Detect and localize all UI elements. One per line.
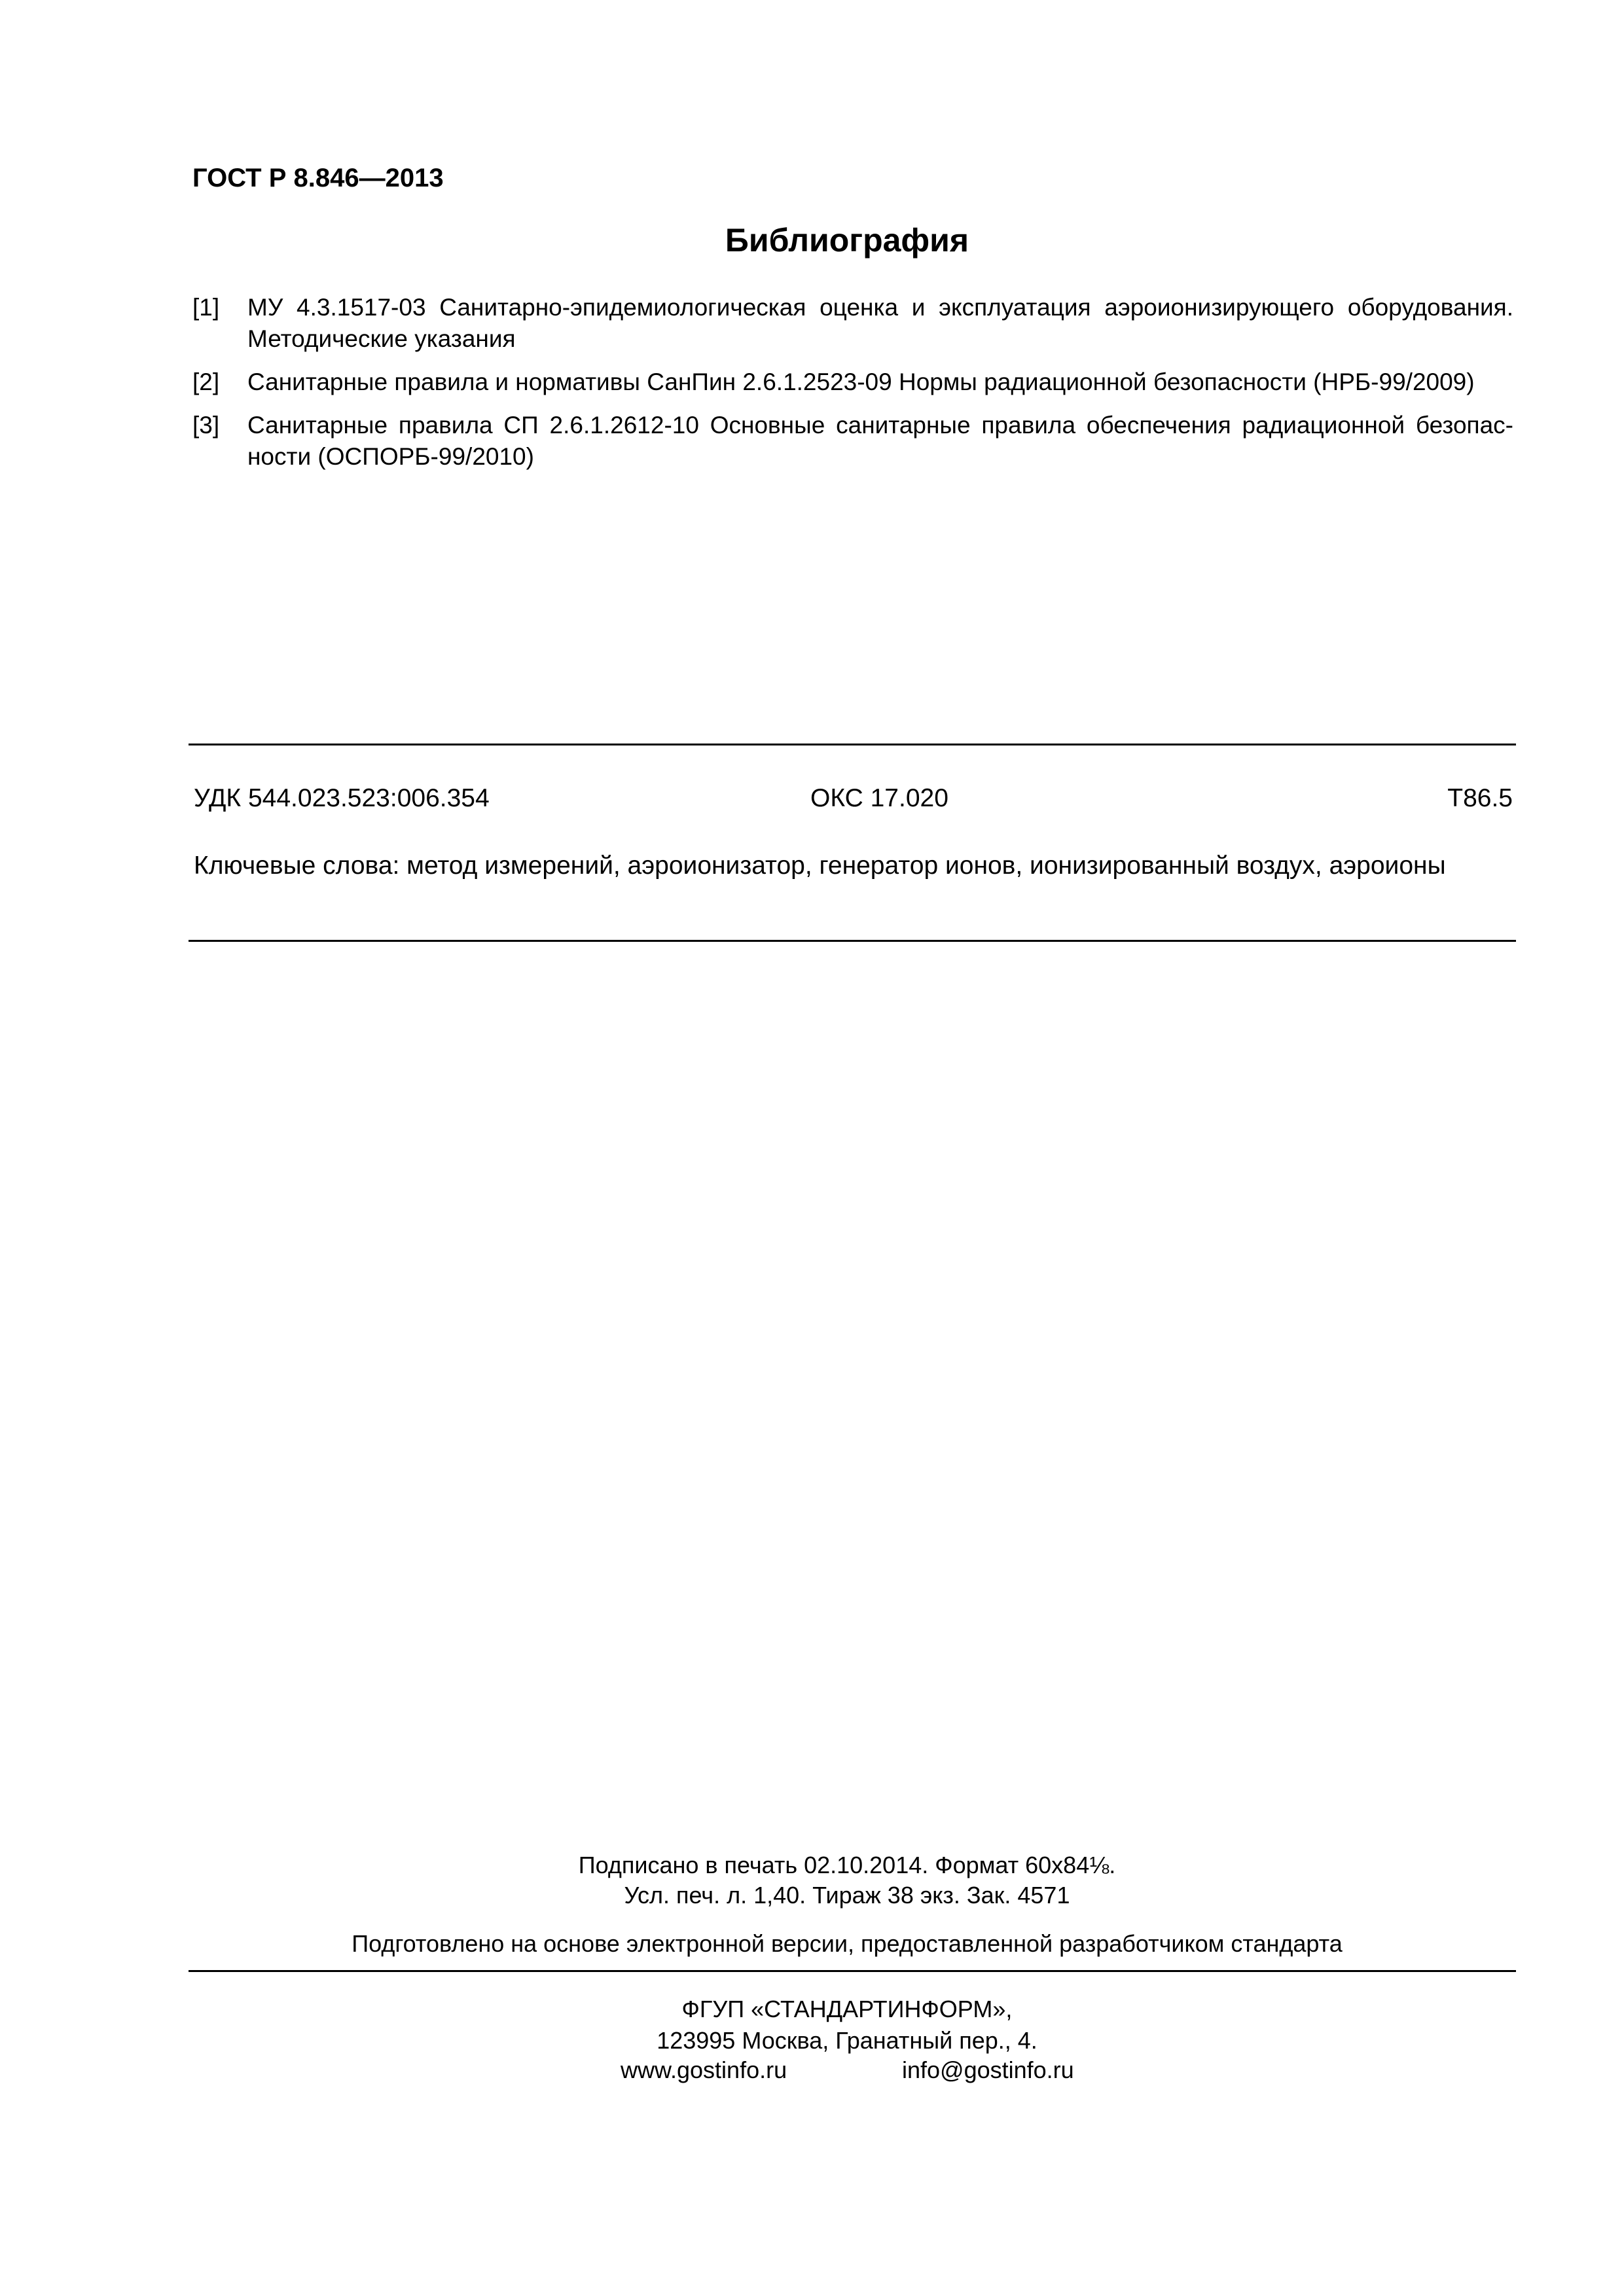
classification-code: Т86.5 [1447, 784, 1513, 812]
imprint-signed: Подписано в печать 02.10.2014. Формат 60х84⅛. [578, 1852, 1116, 1878]
imprint-print-info: Усл. печ. л. 1,40. Тираж 38 экз. Зак. 4571 [624, 1882, 1070, 1909]
bibliography-item-2 [192, 367, 1513, 398]
divider-bottom [189, 940, 1516, 942]
standard-code: ГОСТ Р 8.846—2013 [192, 164, 444, 192]
bibliography-item-number: [2] [192, 368, 220, 395]
publisher-name: ФГУП «СТАНДАРТИНФОРМ», [681, 1996, 1013, 2022]
divider-top [189, 744, 1516, 745]
bibliography-item-text: Санитарные правила СП 2.6.1.2612-10 Основные санитарные правила обеспечения радиационной безопасности (ОСПОРБ-99/2010) [247, 412, 1513, 470]
divider-imprint [189, 1970, 1516, 1972]
publisher-address: 123995 Москва, Гранатный пер., 4. [657, 2027, 1038, 2054]
publisher-email-link[interactable]: info@gostinfo.ru [902, 2056, 1074, 2083]
imprint-prepared: Подготовлено на основе электронной версии, предоставленной разработчиком стандарта [352, 1930, 1343, 1957]
oks-code: ОКС 17.020 [810, 784, 948, 812]
publisher-website-link[interactable]: www.gostinfo.ru [621, 2056, 787, 2083]
bibliography-item-number: [3] [192, 412, 220, 439]
bibliography-title: Библиография [725, 222, 969, 259]
bibliography-item-text: Санитарные правила и нормативы СанПин 2.6.1.2523-09 Нормы радиационной безопасности (НРБ-99/2009) [247, 368, 1475, 395]
bibliography-item-number: [1] [192, 294, 220, 321]
bibliography-item-text: МУ 4.3.1517-03 Санитарно-эпидемиологическая оценка и эксплуатация аэроионизирующего оборудования. Методические указания [247, 294, 1513, 352]
bibliography-item-3 [192, 410, 1513, 473]
keywords: Ключевые слова: метод измерений, аэроионизатор, генератор ионов, ионизированный воздух, аэроионы [194, 852, 1446, 880]
bibliography-item-1 [192, 292, 1513, 355]
udk-code: УДК 544.023.523:006.354 [194, 784, 490, 812]
